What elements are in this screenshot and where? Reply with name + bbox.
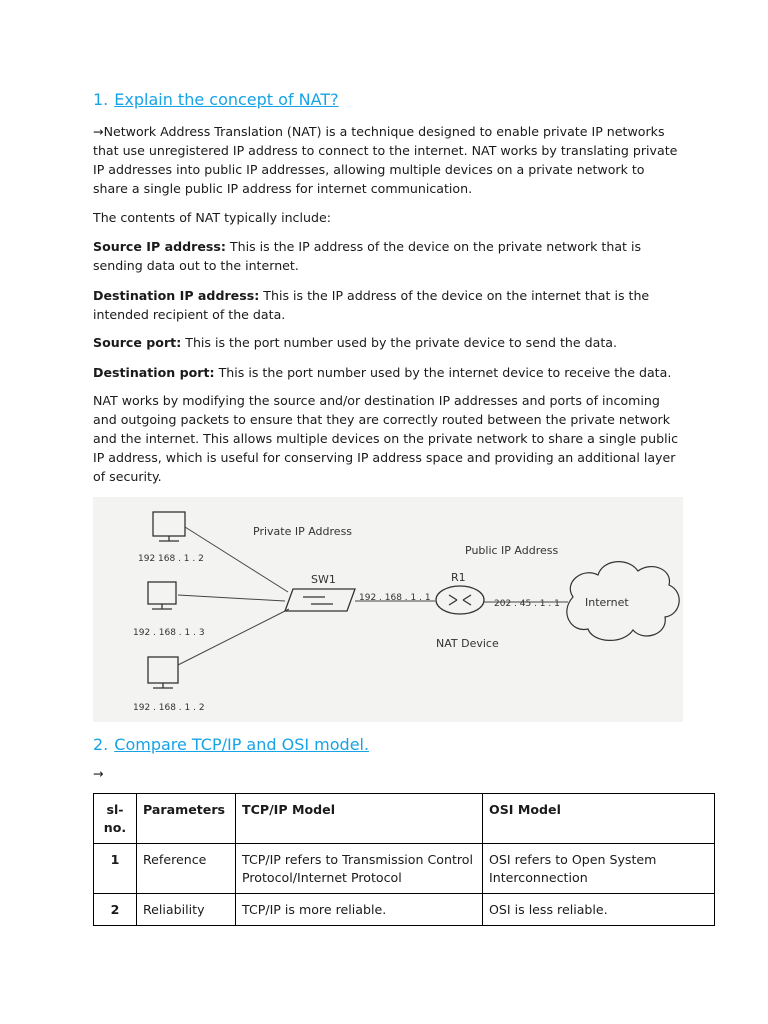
pc-3-ip: 192 . 168 . 1 . 2 — [133, 703, 205, 713]
table-row — [94, 844, 715, 894]
row-tcpip-value: TCP/IP is more reliable. — [236, 894, 483, 926]
item-term: Source port: — [93, 335, 182, 350]
comparison-table — [93, 793, 715, 926]
header-sl-no: sl-no. — [94, 794, 137, 844]
item-term: Destination IP address: — [93, 288, 260, 303]
pc-1-icon — [153, 512, 185, 541]
internet-label: Internet — [585, 596, 629, 609]
header-parameters: Parameters — [137, 794, 236, 844]
row-osi-value: OSI is less reliable. — [483, 894, 715, 926]
item-source-ip — [93, 237, 683, 275]
switch-label: SW1 — [311, 573, 336, 586]
pc-1-ip: 192 168 . 1 . 2 — [138, 554, 204, 564]
arrow-icon: → — [93, 124, 104, 139]
nat-diagram — [93, 497, 683, 722]
pc-links — [178, 527, 289, 665]
section-2-arrow — [93, 764, 683, 783]
nat-device-label: NAT Device — [436, 637, 499, 650]
table-header-row — [94, 794, 715, 844]
section-2-heading — [93, 735, 369, 754]
table-row — [94, 894, 715, 926]
nat-closing-paragraph: NAT works by modifying the source and/or destination IP addresses and ports of incoming and outgoing packets to ensure that they are correctly routed between the private network and the internet. This allows multiple devices on the private network to share a single public IP address, which is useful for conserving IP address space and providing an additional layer of security. — [93, 393, 679, 484]
nat-diagram-svg — [93, 497, 683, 722]
router-label: R1 — [451, 571, 466, 584]
pc-3-icon — [148, 657, 178, 688]
section-2-number: 2. — [93, 735, 109, 754]
item-desc: This is the IP address of the device on the internet that is the intended recipient of the data. — [93, 288, 650, 322]
router-private-ip: 192 . 168 . 1 . 1 — [359, 593, 431, 603]
nat-intro-paragraph — [93, 122, 683, 198]
item-desc: This is the IP address of the device on the private network that is sending data out to the internet. — [93, 239, 642, 273]
router-icon — [436, 586, 484, 614]
public-ip-label: Public IP Address — [465, 544, 559, 557]
item-term: Source IP address: — [93, 239, 226, 254]
item-term: Destination port: — [93, 365, 215, 380]
item-desc: This is the port number used by the private device to send the data. — [185, 335, 617, 350]
header-tcpip-model: TCP/IP Model — [236, 794, 483, 844]
router-public-ip: 202 . 45 . 1 . 1 — [494, 599, 560, 609]
item-destination-port — [93, 363, 683, 382]
row-parameter: Reference — [137, 844, 236, 894]
header-osi-model: OSI Model — [483, 794, 715, 844]
item-destination-ip — [93, 286, 683, 324]
row-parameter: Reliability — [137, 894, 236, 926]
switch-icon — [285, 589, 355, 611]
pc-2-icon — [148, 582, 176, 609]
arrow-icon: → — [93, 766, 104, 781]
row-osi-value: OSI refers to Open System Interconnection — [483, 844, 715, 894]
pc-2-ip: 192 . 168 . 1 . 3 — [133, 628, 205, 638]
section-1-title[interactable]: Explain the concept of NAT? — [114, 90, 339, 109]
contents-intro: The contents of NAT typically include: — [93, 210, 331, 225]
row-number: 1 — [94, 844, 137, 894]
row-number: 2 — [94, 894, 137, 926]
section-1-heading — [93, 90, 339, 109]
item-desc: This is the port number used by the internet device to receive the data. — [218, 365, 672, 380]
item-source-port — [93, 333, 683, 352]
nat-intro-text: Network Address Translation (NAT) is a technique designed to enable private IP networks that use unregistered IP address to connect to the internet. NAT works by translating private IP addresses into public IP addresses, allowing multiple devices on a private network to share a single public IP address for internet communication. — [93, 124, 678, 196]
section-2-title[interactable]: Compare TCP/IP and OSI model. — [114, 735, 370, 754]
section-1-number: 1. — [93, 90, 109, 109]
row-tcpip-value: TCP/IP refers to Transmission Control Protocol/Internet Protocol — [236, 844, 483, 894]
private-ip-label: Private IP Address — [253, 525, 353, 538]
